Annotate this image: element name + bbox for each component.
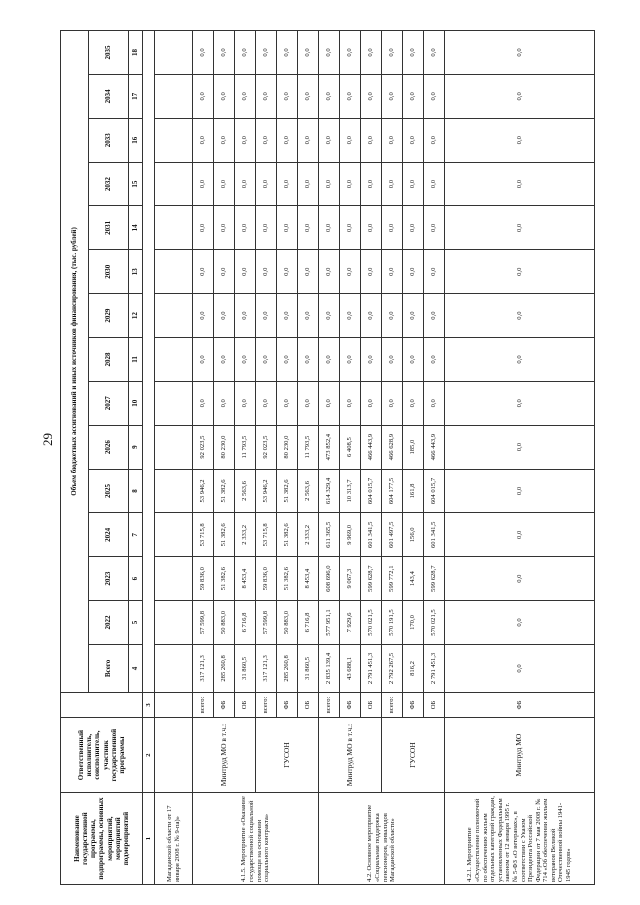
row-source: всего: [319, 692, 340, 717]
header-executor: Ответственный исполнитель, соисполнитель, участник государственной программы [61, 717, 143, 792]
value-cell: 0,0 [445, 294, 595, 338]
value-cell: 9 969,0 [340, 513, 361, 557]
value-cell: 0,0 [235, 206, 256, 250]
row-source: всего: [382, 692, 403, 717]
value-cell: 601 341,5 [424, 513, 445, 557]
value-cell: 0,0 [445, 338, 595, 382]
table-row [155, 31, 193, 885]
value-cell: 0,0 [256, 162, 277, 206]
value-cell: 57 599,8 [193, 601, 214, 645]
row-source: ОБ [298, 692, 319, 717]
value-cell [155, 338, 193, 382]
value-cell: 92 023,5 [193, 425, 214, 469]
value-cell: 816,2 [403, 644, 424, 692]
value-cell: 0,0 [277, 31, 298, 75]
value-cell: 0,0 [445, 250, 595, 294]
value-cell: 2 791 451,3 [424, 644, 445, 692]
value-cell: 570 021,5 [361, 601, 382, 645]
value-cell: 0,0 [319, 206, 340, 250]
value-cell: 317 121,3 [256, 644, 277, 692]
row-source: всего: [193, 692, 214, 717]
value-cell: 0,0 [340, 338, 361, 382]
table-row [382, 31, 403, 885]
row-source: ФБ [340, 692, 361, 717]
value-cell: 0,0 [424, 381, 445, 425]
value-cell: 0,0 [235, 118, 256, 162]
value-cell: 317 121,3 [193, 644, 214, 692]
value-cell: 2 333,2 [298, 513, 319, 557]
value-cell: 570 021,5 [424, 601, 445, 645]
value-cell: 0,0 [235, 162, 256, 206]
value-cell: 0,0 [277, 206, 298, 250]
header-year: 2026 [89, 425, 129, 469]
value-cell [155, 425, 193, 469]
value-cell: 2 563,6 [235, 469, 256, 513]
value-cell: 0,0 [382, 31, 403, 75]
value-cell [155, 294, 193, 338]
value-cell: 0,0 [214, 338, 235, 382]
value-cell: 0,0 [214, 294, 235, 338]
value-cell: 0,0 [235, 250, 256, 294]
header-col-number: 17 [129, 74, 143, 118]
value-cell: 466 443,9 [424, 425, 445, 469]
value-cell: 7 929,6 [340, 601, 361, 645]
table-row [193, 31, 214, 885]
value-cell: 0,0 [214, 206, 235, 250]
value-cell: 0,0 [214, 31, 235, 75]
value-cell: 608 696,0 [319, 557, 340, 601]
header-col-number: 6 [129, 557, 143, 601]
row-source: ОБ [424, 692, 445, 717]
value-cell: 0,0 [277, 338, 298, 382]
value-cell: 0,0 [403, 162, 424, 206]
value-cell [155, 469, 193, 513]
value-cell: 0,0 [214, 250, 235, 294]
value-cell: 43 688,1 [340, 644, 361, 692]
value-cell: 0,0 [445, 118, 595, 162]
spacer [143, 31, 155, 693]
value-cell: 0,0 [214, 381, 235, 425]
value-cell: 0,0 [340, 250, 361, 294]
value-cell: 0,0 [319, 381, 340, 425]
value-cell: 285 260,8 [277, 644, 298, 692]
value-cell: 0,0 [298, 250, 319, 294]
value-cell: 0,0 [298, 338, 319, 382]
value-cell: 473 852,4 [319, 425, 340, 469]
value-cell: 604 177,5 [382, 469, 403, 513]
row-source: ОБ [361, 692, 382, 717]
value-cell: 0,0 [445, 644, 595, 692]
value-cell: 0,0 [319, 31, 340, 75]
value-cell: 143,4 [403, 557, 424, 601]
value-cell [155, 206, 193, 250]
value-cell: 0,0 [382, 206, 403, 250]
value-cell: 0,0 [361, 381, 382, 425]
value-cell: 0,0 [424, 162, 445, 206]
header-year: 2023 [89, 557, 129, 601]
value-cell [155, 644, 193, 692]
value-cell: 0,0 [382, 294, 403, 338]
value-cell: 0,0 [277, 381, 298, 425]
row-executor: ГУСОН [256, 717, 319, 792]
header-col-number: 13 [129, 250, 143, 294]
value-cell: 57 599,8 [256, 601, 277, 645]
row-name: 4.1.5. Мероприятие «Оказание государственной социальной помощи на основании социального контракта» [193, 793, 319, 885]
value-cell: 0,0 [298, 294, 319, 338]
value-cell: 161,8 [403, 469, 424, 513]
value-cell [155, 557, 193, 601]
value-cell: 0,0 [424, 294, 445, 338]
header-col-number: 8 [129, 469, 143, 513]
row-name: 4.2. Основное мероприятие «Социальная поддержка пенсионеров, инвалидов Магаданской области» [319, 793, 445, 885]
value-cell: 0,0 [382, 250, 403, 294]
header-col-number: 9 [129, 425, 143, 469]
value-cell [155, 601, 193, 645]
value-cell: 53 715,8 [193, 513, 214, 557]
value-cell [155, 381, 193, 425]
value-cell [155, 162, 193, 206]
row-source: ФБ [277, 692, 298, 717]
value-cell: 0,0 [340, 206, 361, 250]
header-col-number: 14 [129, 206, 143, 250]
value-cell: 0,0 [319, 250, 340, 294]
header-col-number: 3 [143, 692, 155, 717]
value-cell: 0,0 [340, 294, 361, 338]
value-cell: 6 716,8 [235, 601, 256, 645]
value-cell: 0,0 [361, 206, 382, 250]
value-cell: 0,0 [340, 31, 361, 75]
header-col-number: 2 [143, 717, 155, 792]
value-cell: 0,0 [361, 162, 382, 206]
row-executor: Минтруд МО [445, 717, 595, 792]
value-cell: 0,0 [277, 250, 298, 294]
value-cell: 0,0 [214, 118, 235, 162]
value-cell: 0,0 [256, 206, 277, 250]
value-cell: 185,0 [403, 425, 424, 469]
value-cell: 0,0 [298, 118, 319, 162]
value-cell: 51 382,6 [214, 469, 235, 513]
value-cell: 0,0 [445, 469, 595, 513]
value-cell: 0,0 [424, 338, 445, 382]
value-cell: 0,0 [235, 74, 256, 118]
value-cell: 0,0 [403, 294, 424, 338]
value-cell: 0,0 [361, 338, 382, 382]
value-cell: 9 067,3 [340, 557, 361, 601]
value-cell: 0,0 [256, 381, 277, 425]
row-executor [155, 717, 193, 792]
header-col-number: 15 [129, 162, 143, 206]
value-cell: 2 333,2 [235, 513, 256, 557]
header-col-number: 4 [129, 644, 143, 692]
value-cell: 0,0 [319, 338, 340, 382]
value-cell: 11 793,5 [298, 425, 319, 469]
table-row [445, 31, 595, 885]
value-cell: 8 453,4 [235, 557, 256, 601]
value-cell: 0,0 [445, 513, 595, 557]
header-col-number: 1 [143, 793, 155, 885]
value-cell: 51 382,6 [277, 513, 298, 557]
table-row [319, 31, 340, 885]
value-cell: 0,0 [193, 338, 214, 382]
row-executor: Минтруд МО в т.ч.: [319, 717, 382, 792]
value-cell: 0,0 [214, 162, 235, 206]
header-year: 2024 [89, 513, 129, 557]
value-cell: 0,0 [298, 31, 319, 75]
value-cell [155, 250, 193, 294]
value-cell: 0,0 [445, 557, 595, 601]
row-source: ФБ [445, 692, 595, 717]
value-cell: 0,0 [319, 74, 340, 118]
value-cell: 80 230,0 [214, 425, 235, 469]
table-row [256, 31, 277, 885]
header-year: 2033 [89, 118, 129, 162]
value-cell: 0,0 [256, 250, 277, 294]
value-cell: 0,0 [319, 118, 340, 162]
value-cell: 604 015,7 [361, 469, 382, 513]
value-cell [155, 31, 193, 75]
value-cell: 466 628,9 [382, 425, 403, 469]
header-year: 2029 [89, 294, 129, 338]
header-total: Всего [89, 644, 129, 692]
header-year: 2031 [89, 206, 129, 250]
header-year: 2034 [89, 74, 129, 118]
value-cell: 0,0 [298, 162, 319, 206]
value-cell: 0,0 [193, 294, 214, 338]
value-cell: 0,0 [340, 162, 361, 206]
value-cell: 599 628,7 [361, 557, 382, 601]
value-cell: 0,0 [445, 31, 595, 75]
value-cell: 53 946,2 [256, 469, 277, 513]
value-cell: 51 382,6 [277, 469, 298, 513]
value-cell: 0,0 [235, 294, 256, 338]
value-cell: 0,0 [193, 118, 214, 162]
value-cell: 2 791 451,3 [361, 644, 382, 692]
value-cell: 0,0 [403, 31, 424, 75]
value-cell: 0,0 [424, 206, 445, 250]
value-cell: 0,0 [403, 250, 424, 294]
value-cell: 53 946,2 [193, 469, 214, 513]
value-cell: 611 365,5 [319, 513, 340, 557]
value-cell: 0,0 [319, 162, 340, 206]
value-cell: 0,0 [382, 118, 403, 162]
value-cell: 0,0 [340, 74, 361, 118]
value-cell: 170,0 [403, 601, 424, 645]
value-cell: 80 230,0 [277, 425, 298, 469]
header-col-number: 16 [129, 118, 143, 162]
value-cell: 51 382,6 [214, 557, 235, 601]
value-cell: 53 715,8 [256, 513, 277, 557]
header-funding: Объем бюджетных ассигнований и иных источников финансирования, (тыс. рублей) [61, 31, 89, 693]
value-cell: 31 860,5 [235, 644, 256, 692]
value-cell: 466 443,9 [361, 425, 382, 469]
header-year: 2022 [89, 601, 129, 645]
value-cell: 0,0 [256, 31, 277, 75]
row-executor: ГУСОН [382, 717, 445, 792]
value-cell: 285 260,8 [214, 644, 235, 692]
value-cell: 0,0 [424, 250, 445, 294]
value-cell: 0,0 [445, 381, 595, 425]
value-cell: 0,0 [445, 206, 595, 250]
value-cell: 10 313,7 [340, 469, 361, 513]
value-cell: 0,0 [403, 74, 424, 118]
value-cell: 0,0 [445, 162, 595, 206]
header-year: 2027 [89, 381, 129, 425]
value-cell: 0,0 [424, 31, 445, 75]
funding-table [60, 30, 595, 885]
value-cell: 31 860,5 [298, 644, 319, 692]
value-cell: 51 382,6 [277, 557, 298, 601]
value-cell: 2 792 267,5 [382, 644, 403, 692]
value-cell [155, 513, 193, 557]
value-cell: 614 329,4 [319, 469, 340, 513]
header-name: Наименование государственной программы, подпрограммы, основных мероприятий, мероприятий подмероприятий [61, 793, 143, 885]
value-cell: 0,0 [445, 74, 595, 118]
value-cell: 0,0 [403, 206, 424, 250]
value-cell: 577 951,1 [319, 601, 340, 645]
value-cell: 599 628,7 [424, 557, 445, 601]
value-cell: 0,0 [361, 118, 382, 162]
header-col-number: 12 [129, 294, 143, 338]
value-cell: 0,0 [277, 74, 298, 118]
value-cell: 604 015,7 [424, 469, 445, 513]
value-cell: 51 382,6 [214, 513, 235, 557]
row-name: Магаданской области от 17 января 2008 г. № 9-па)» [155, 793, 193, 885]
value-cell: 0,0 [193, 206, 214, 250]
value-cell: 59 836,0 [193, 557, 214, 601]
value-cell: 6 408,5 [340, 425, 361, 469]
header-source [61, 692, 143, 717]
header-col-number: 18 [129, 31, 143, 75]
value-cell: 0,0 [235, 338, 256, 382]
value-cell: 0,0 [235, 381, 256, 425]
value-cell [155, 118, 193, 162]
row-source: ФБ [403, 692, 424, 717]
value-cell: 0,0 [193, 250, 214, 294]
value-cell: 0,0 [382, 338, 403, 382]
value-cell: 0,0 [403, 118, 424, 162]
value-cell: 0,0 [361, 31, 382, 75]
value-cell: 0,0 [256, 118, 277, 162]
header-year: 2032 [89, 162, 129, 206]
value-cell: 0,0 [256, 338, 277, 382]
value-cell: 601 497,5 [382, 513, 403, 557]
value-cell: 0,0 [256, 74, 277, 118]
value-cell: 599 772,1 [382, 557, 403, 601]
value-cell: 6 716,8 [298, 601, 319, 645]
header-year: 2030 [89, 250, 129, 294]
value-cell [155, 74, 193, 118]
value-cell: 0,0 [361, 250, 382, 294]
value-cell: 0,0 [256, 294, 277, 338]
value-cell: 0,0 [193, 31, 214, 75]
value-cell: 0,0 [445, 601, 595, 645]
value-cell: 59 836,0 [256, 557, 277, 601]
value-cell: 156,0 [403, 513, 424, 557]
value-cell: 0,0 [319, 294, 340, 338]
value-cell: 50 883,0 [277, 601, 298, 645]
value-cell: 0,0 [193, 162, 214, 206]
value-cell: 0,0 [277, 162, 298, 206]
value-cell: 570 191,5 [382, 601, 403, 645]
row-name: 4.2.1. Мероприятие «Осуществление полномочий по обеспечению жильем отдельных категорий граждан, установленных Федеральным законом от 12 января 1995 г. № 5-ФЗ «О ветеранах», в соответствии с Указом Президента Российской Федерации от 7 мая 2008 г. № 714 «Об обеспечении жильем ветеранов Великой Отечественной войны 1941-1945 годов» [445, 793, 595, 885]
value-cell: 8 453,4 [298, 557, 319, 601]
row-source: ФБ [214, 692, 235, 717]
value-cell: 0,0 [214, 74, 235, 118]
value-cell: 11 793,5 [235, 425, 256, 469]
header-col-number: 11 [129, 338, 143, 382]
value-cell: 0,0 [277, 118, 298, 162]
value-cell: 0,0 [235, 31, 256, 75]
value-cell: 0,0 [298, 74, 319, 118]
row-executor: Минтруд МО в т.ч.: [193, 717, 256, 792]
value-cell: 2 835 139,4 [319, 644, 340, 692]
value-cell: 0,0 [193, 381, 214, 425]
value-cell: 0,0 [298, 206, 319, 250]
value-cell: 0,0 [361, 74, 382, 118]
value-cell: 0,0 [340, 381, 361, 425]
value-cell: 601 341,5 [361, 513, 382, 557]
header-col-number: 5 [129, 601, 143, 645]
value-cell: 92 023,5 [256, 425, 277, 469]
value-cell: 0,0 [382, 162, 403, 206]
row-source [155, 692, 193, 717]
value-cell: 0,0 [424, 118, 445, 162]
rotated-page [60, 30, 595, 885]
value-cell: 0,0 [298, 381, 319, 425]
header-col-number: 7 [129, 513, 143, 557]
value-cell: 50 883,0 [214, 601, 235, 645]
value-cell: 0,0 [382, 74, 403, 118]
row-source: всего: [256, 692, 277, 717]
header-year: 2035 [89, 31, 129, 75]
value-cell: 2 563,6 [298, 469, 319, 513]
value-cell: 0,0 [424, 74, 445, 118]
value-cell: 0,0 [403, 381, 424, 425]
header-year: 2028 [89, 338, 129, 382]
value-cell: 0,0 [403, 338, 424, 382]
header-col-number: 10 [129, 381, 143, 425]
page-number: 29 [40, 433, 55, 446]
row-source: ОБ [235, 692, 256, 717]
value-cell: 0,0 [361, 294, 382, 338]
value-cell: 0,0 [193, 74, 214, 118]
value-cell: 0,0 [382, 381, 403, 425]
value-cell: 0,0 [445, 425, 595, 469]
header-year: 2025 [89, 469, 129, 513]
value-cell: 0,0 [340, 118, 361, 162]
value-cell: 0,0 [277, 294, 298, 338]
